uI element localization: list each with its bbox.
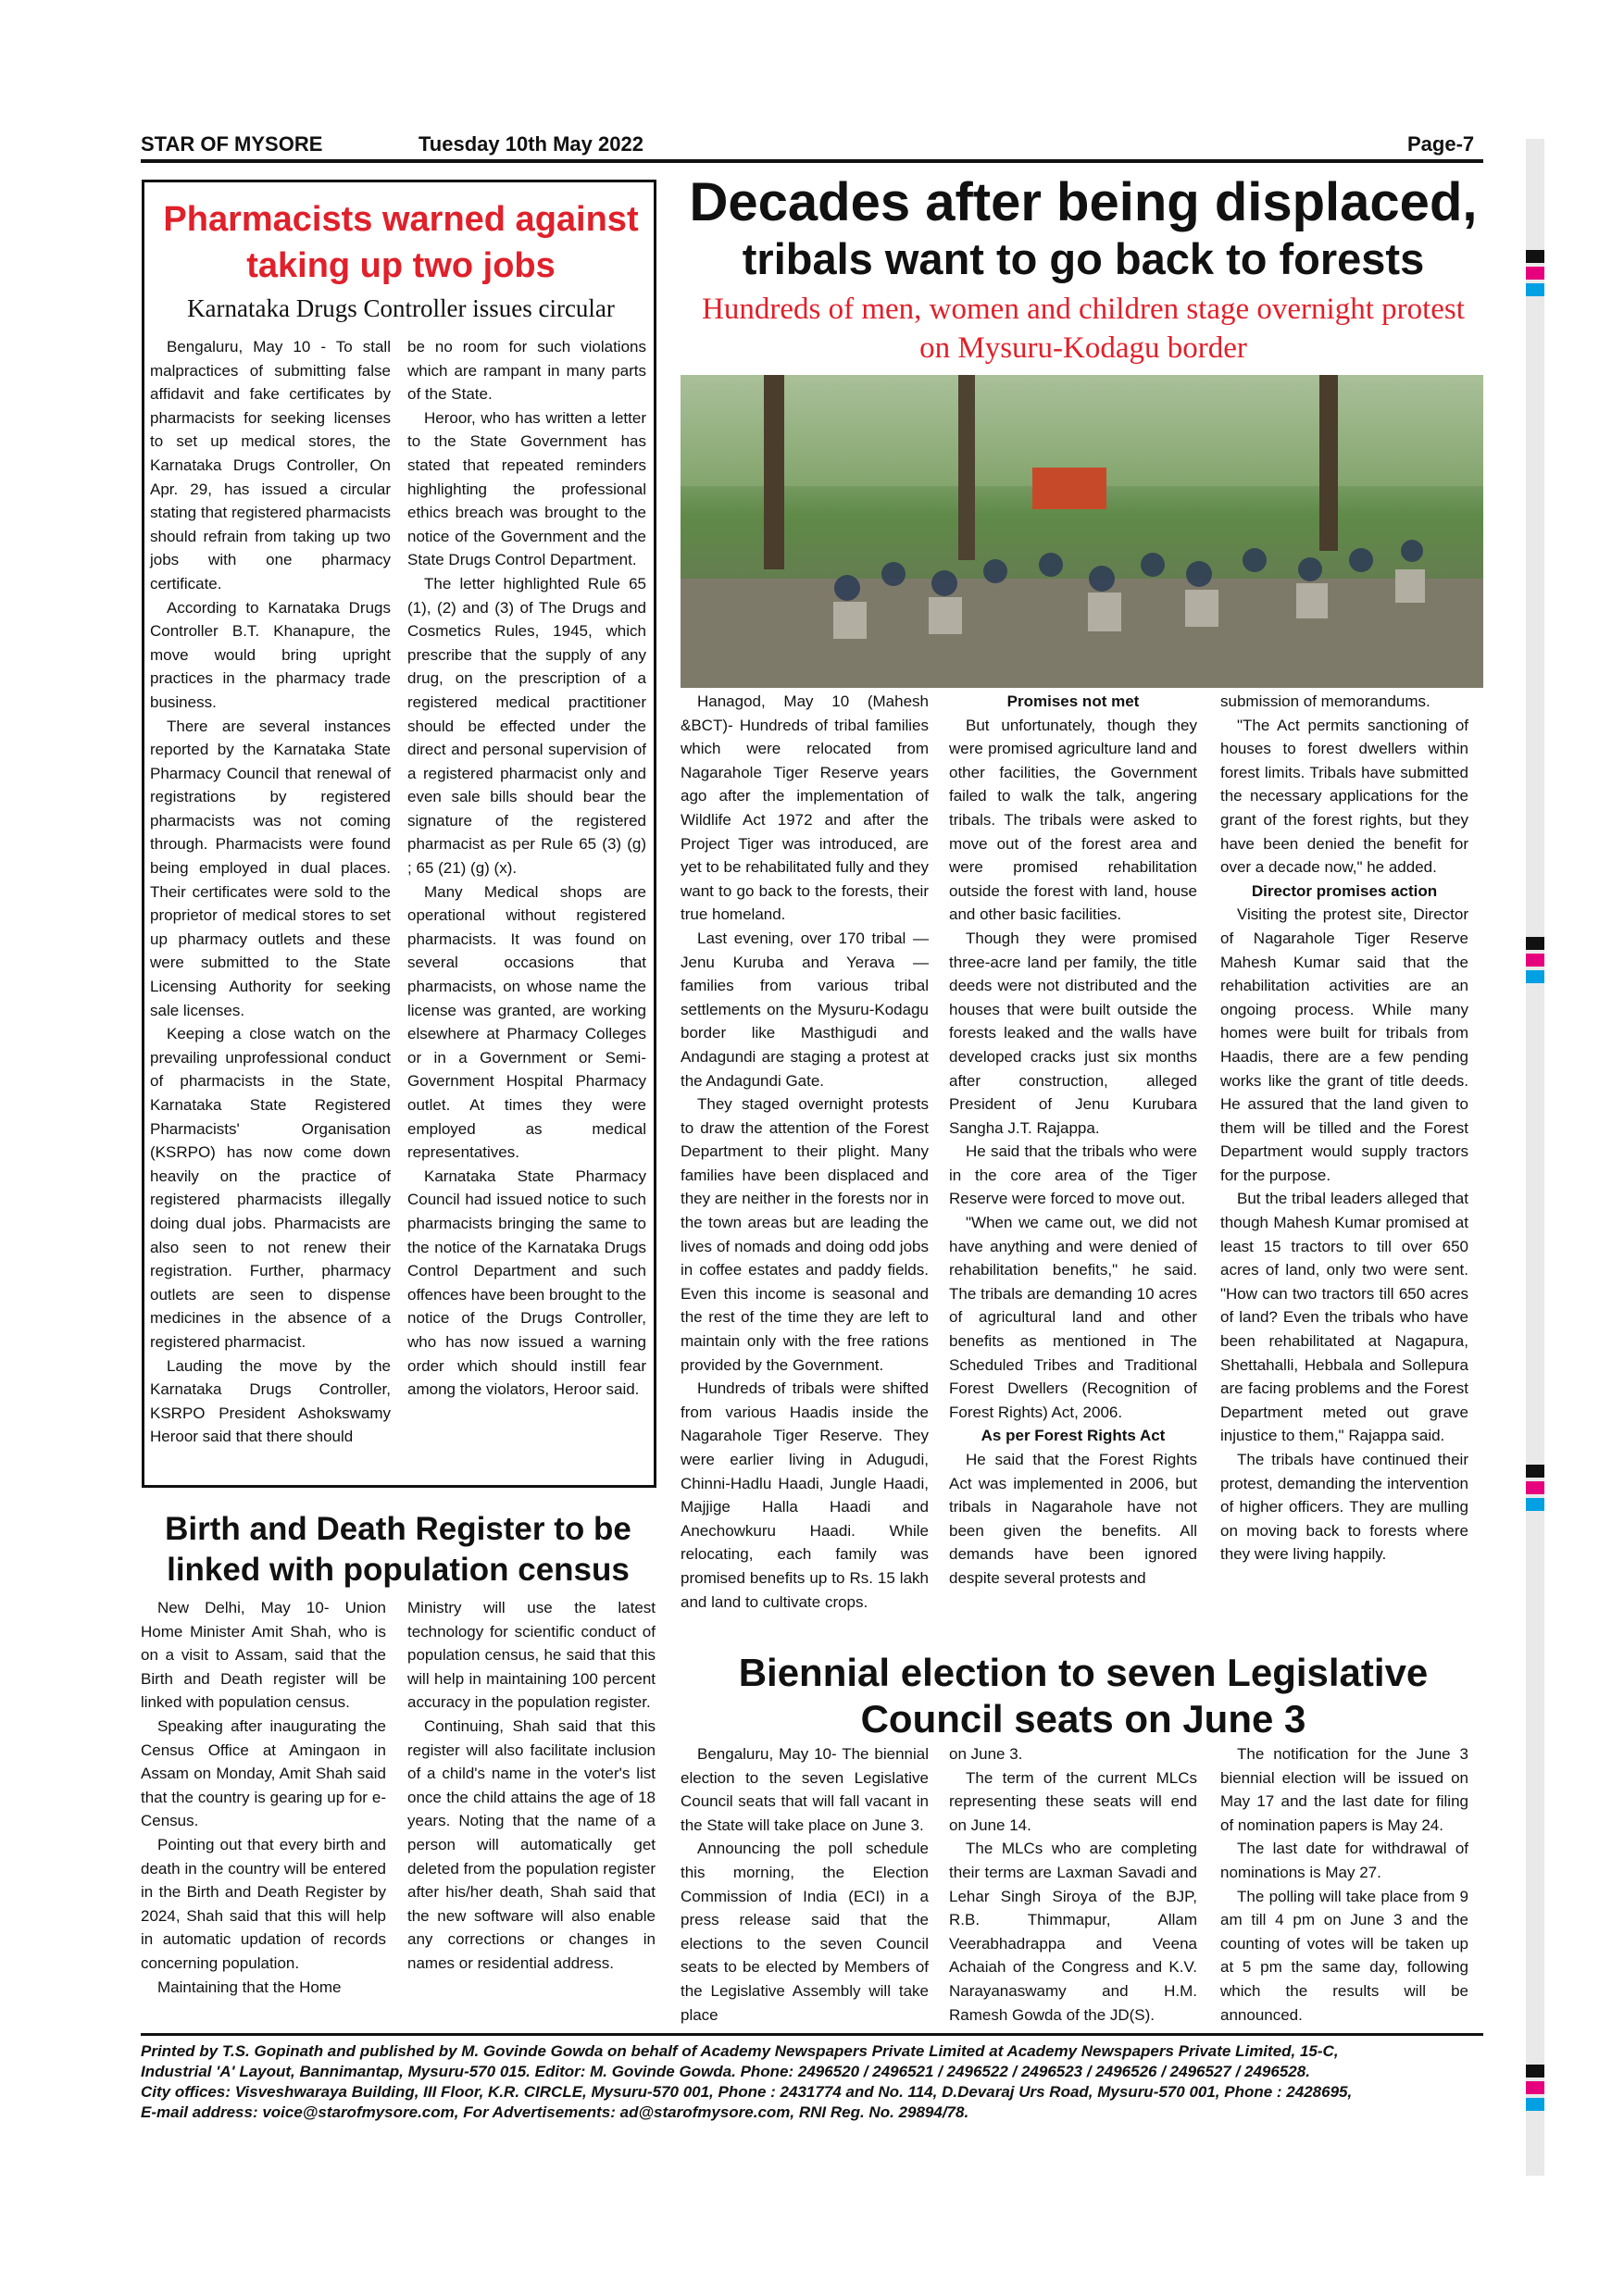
registration-mark-cyan xyxy=(1526,283,1544,296)
protest-photo xyxy=(681,375,1483,688)
tribals-column-3 xyxy=(1220,690,1468,1566)
census-paragraph: Maintaining that the Home xyxy=(157,1978,342,1996)
registration-mark-magenta xyxy=(1526,1481,1544,1494)
registration-mark-cyan xyxy=(1526,2098,1544,2111)
tribals-column-2 xyxy=(949,690,1197,1591)
census-paragraph: New Delhi, May 10- Union Home Minister Amit Shah, who is on a visit to Assam, said that the Birth and Death register will be linked with population census. xyxy=(141,1599,386,1712)
tribals-paragraph: Visiting the protest site, Director of Nagarahole Tiger Reserve Mahesh Kumar said that the rehabilitation activities are an ongoing process. While many homes were built for tribals from Haadis, there are a few pending works like the grant of title deeds. He assured that the land given to them will be tilled and the Forest Department would supply tractors for the purpose. xyxy=(1220,905,1468,1184)
registration-mark-cyan xyxy=(1526,1498,1544,1511)
election-paragraph: The polling will take place from 9 am till 4 pm on June 3 and the counting of votes will be taken up at 5 pm the same day, following which the results will be announced. xyxy=(1220,1887,1468,2024)
census-headline-line1: Birth and Death Register to be xyxy=(165,1511,631,1547)
tribals-paragraph: He said that the Forest Rights Act was implemented in 2006, but tribals in Nagarahole have not been given the benefits. All demands have been ignored despite several protests and xyxy=(949,1451,1197,1587)
election-paragraph: The notification for the June 3 biennial election will be issued on May 17 and the last date for filing of nomination papers is May 24. xyxy=(1220,1745,1468,1834)
tribals-paragraph: Hanagod, May 10 (Mahesh &BCT)- Hundreds of tribal families which were relocated from Nagarahole Tiger Reserve years ago after the implementation of Wildlife Act 1972 and after the Project Tiger was introduced, are yet to be rehabilitated fully and they want to go back to the forests, their true homeland. xyxy=(681,693,929,924)
pharma-paragraph: Heroor, who has written a letter to the State Government has stated that repeated reminders highlighting the professional ethics breach was brought to the notice of the Government and the State Drugs Control Department. xyxy=(407,408,646,569)
registration-mark-black xyxy=(1526,250,1544,263)
election-column-3 xyxy=(1220,1742,1468,2027)
tribals-paragraph: The tribals have continued their protest, demanding the intervention of higher officers. They are mulling on moving back to forests where they were living happily. xyxy=(1220,1451,1468,1564)
registration-mark-cyan xyxy=(1526,970,1544,983)
footer-rule xyxy=(141,2033,1483,2036)
election-headline-line1: Biennial election to seven Legislative xyxy=(738,1651,1429,1694)
tribals-subheading: As per Forest Rights Act xyxy=(981,1427,1166,1445)
registration-mark-black xyxy=(1526,937,1544,950)
census-paragraph: Continuing, Shah said that this register will also facilitate inclusion of a child's name in the voter's list once the child attains the age of 18 years. Noting that the name of a person will automatically get deleted from the population register after his/her death, Shah said that the new software will also enable any corrections or changes in names or residential address. xyxy=(407,1716,656,1972)
tribals-paragraph: Though they were promised three-acre land per family, the title deeds were not distributed and the houses that were built outside the forests leaked and the walls have developed cracks just six months after construction, alleged President of Jenu Kurubara Sangha J.T. Rajappa. xyxy=(949,929,1197,1137)
tribals-paragraph: Last evening, over 170 tribal — Jenu Kuruba and Yerava — families from various tribal settlements on the Mysuru-Kodagu border like Masthigudi and Andagundi are staging a protest at the Andagundi Gate. xyxy=(681,929,929,1090)
tribals-paragraph: He said that the tribals who were in the core area of the Tiger Reserve were forced to move out. xyxy=(949,1142,1197,1208)
registration-mark-black xyxy=(1526,2065,1544,2078)
election-paragraph: on June 3. xyxy=(949,1745,1023,1763)
census-headline-line2: linked with population census xyxy=(167,1552,630,1588)
election-paragraph: Announcing the poll schedule this morning, the Election Commission of India (ECI) in a press release said that the elections to the seven Council seats to be elected by Members of the Legislative Assembly will take place xyxy=(681,1840,929,2024)
tribals-paragraph: submission of memorandums. xyxy=(1220,693,1430,710)
pharma-paragraph: be no room for such violations which are rampant in many parts of the State. xyxy=(407,338,646,404)
tribals-subheading: Director promises action xyxy=(1251,881,1438,900)
tribals-headline-line2: tribals want to go back to forests xyxy=(742,234,1425,283)
pharma-paragraph: According to Karnataka Drugs Controller B.T. Khanapure, the move would bring upright practices in the pharmacy trade business. xyxy=(150,598,391,711)
paper-name: STAR OF MYSORE xyxy=(141,132,323,156)
census-paragraph: Ministry will use the latest technology for scientific conduct of population census, he said that this will help in maintaining 100 percent accuracy in the population register. xyxy=(407,1599,656,1712)
election-paragraph: The last date for withdrawal of nominations is May 27. xyxy=(1220,1840,1468,1881)
census-paragraph: Pointing out that every birth and death in the country will be entered in the Birth and Death Register by 2024, Shah said that this will help in automatic updation of records concerning population. xyxy=(141,1835,386,1972)
imprint-line: E-mail address: voice@starofmysore.com, For Advertisements: ad@starofmysore.com, RNI Reg. No. 29894/78. xyxy=(141,2103,969,2121)
tribals-paragraph: They staged overnight protests to draw the attention of the Forest Department to their plight. Many families have been displaced and they are neither in the forests nor in the town areas but are leading the lives of nomads and doing odd jobs in coffee estates and paddy fields. Even this income is seasonal and the rest of the time they are left to maintain only with the free rations provided by the Government. xyxy=(681,1095,929,1374)
page-number: Page-7 xyxy=(1407,132,1475,156)
pharma-paragraph: Bengaluru, May 10 - To stall malpractices of submitting false affidavit and fake certificates by pharmacists for seeking licenses to set up medical stores, the Karnataka Drugs Controller, On Apr. 29, has issued a circular stating that registered pharmacists should refrain from taking up two jobs with one pharmacy certificate. xyxy=(150,338,391,593)
election-headline-line2: Council seats on June 3 xyxy=(860,1697,1306,1741)
pharma-column-1 xyxy=(150,335,391,1449)
pharma-paragraph: Many Medical shops are operational without registered pharmacists. It was found on several occasions that pharmacists, on whose name the license was granted, are working elsewhere at Pharmacy Colleges or in a Government or Semi-Government Hospital Pharmacy outlet. At times they were employed as medical representatives. xyxy=(407,882,646,1162)
election-paragraph: The MLCs who are completing their terms are Laxman Savadi and Lehar Singh Siroya of the BJP, R.B. Thimmapur, Allam Veerabhadrappa and Veena Achaiah of the Congress and K.V. Narayanaswamy and H.M. Ramesh Gowda of the JD(S). xyxy=(949,1840,1197,2024)
pharma-paragraph: Lauding the move by the Karnataka Drugs Controller, KSRPO President Ashokswamy Heroor said that there should xyxy=(150,1356,391,1446)
imprint-line: Printed by T.S. Gopinath and published by M. Govinde Gowda on behalf of Academy Newspapers Private Limited at Academy Newspapers Private Limited, 15-C, xyxy=(141,2042,1339,2060)
tribals-paragraph: But unfortunately, though they were promised agriculture land and other facilities, the Government failed to walk the talk, angering tribals. The tribals were asked to move out of the forest area and were promised rehabilitation outside the forest with land, house and other basic facilities. xyxy=(949,716,1197,924)
issue-date: Tuesday 10th May 2022 xyxy=(418,132,643,156)
census-paragraph: Speaking after inaugurating the Census Office at Amingaon in Assam on Monday, Amit Shah said that the country is gearing up for e-Census. xyxy=(141,1716,386,1830)
election-paragraph: Bengaluru, May 10- The biennial election to the seven Legislative Council seats that will fall vacant in the State will take place on June 3. xyxy=(681,1745,929,1834)
census-column-1 xyxy=(141,1596,386,1999)
imprint-line: Industrial 'A' Layout, Bannimantap, Mysuru-570 015. Editor: M. Govinde Gowda. Phone: 2496520 / 2496521 / 2496522 / 2496523 / 2496526 / 2496527 / 2496528. xyxy=(141,2063,1310,2080)
tribals-headline-line1: Decades after being displaced, xyxy=(689,172,1478,232)
pharma-column-2 xyxy=(407,335,646,1402)
census-column-2 xyxy=(407,1596,656,1976)
registration-mark-black xyxy=(1526,1465,1544,1478)
tribals-paragraph: "When we came out, we did not have anything and were denied of rehabilitation benefits," he said. The tribals are demanding 10 acres of agricultural land and other benefits as mentioned in The Scheduled Tribes and Traditional Forest Dwellers (Recognition of Forest Rights) Act, 2006. xyxy=(949,1214,1197,1421)
tribals-subhead: Hundreds of men, women and children stage overnight protest on Mysuru-Kodagu border xyxy=(702,293,1465,365)
pharma-subhead: Karnataka Drugs Controller issues circular xyxy=(187,294,615,322)
pharma-paragraph: The letter highlighted Rule 65 (1), (2) and (3) of The Drugs and Cosmetics Rules, 1945, which prescribe that the supply of any drug, on the prescription of a registered medical practitioner should be effected under the direct and personal supervision of a registered pharmacist only and even sale bills should bear the signature of the registered pharmacist as per Rule 65 (3) (g) ; 65 (21) (g) (x). xyxy=(407,574,646,878)
registration-strip xyxy=(1526,139,1544,2176)
masthead-rule xyxy=(141,159,1483,163)
election-column-1 xyxy=(681,1742,929,2027)
tribals-column-1 xyxy=(681,690,929,1614)
tribals-paragraph: Hundreds of tribals were shifted from various Haadis inside the Nagarahole Tiger Reserve. They were earlier living in Adugudi, Chinni-Hadlu Haadi, Jungle Haadi, Majjige Halla Haadi and Anechowkuru Haadi. While relocating, each family was promised benefits up to Rs. 15 lakh and land to cultivate crops. xyxy=(681,1379,929,1611)
registration-mark-magenta xyxy=(1526,267,1544,280)
tribals-paragraph: "The Act permits sanctioning of houses to forest dwellers within forest limits. Tribals have submitted the necessary applications for the grant of the forest rights, but they have been denied the benefit for over a decade now," he added. xyxy=(1220,716,1468,877)
election-column-2 xyxy=(949,1742,1197,2027)
tribals-paragraph: But the tribal leaders alleged that though Mahesh Kumar promised at least 15 tractors to till over 650 acres of land, only two were sent. "How can two tractors till 650 acres of land? Even the tribals who have been rehabilitated at Nagapura, Shettahalli, Hebbala and Sollepura are facing problems and the Forest Department meted out grave injustice to them," Rajappa said. xyxy=(1220,1190,1468,1445)
imprint-line: City offices: Visveshwaraya Building, III Floor, K.R. CIRCLE, Mysuru-570 001, Phone : 2431774 and No. 114, D.Devaraj Urs Road, Mysuru-570 001, Phone : 2428695, xyxy=(141,2083,1353,2101)
registration-mark-magenta xyxy=(1526,954,1544,967)
imprint xyxy=(141,2041,1483,2123)
pharma-paragraph: Keeping a close watch on the prevailing unprofessional conduct of pharmacists in the State, Karnataka State Registered Pharmacists' Organisation (KSRPO) has now come down heavily on the practice of registered pharmacists illegally doing dual jobs. Pharmacists are also seen to not renew their registration. Further, pharmacy outlets are seen to dispense medicines in the absence of a registered pharmacist. xyxy=(150,1025,391,1351)
election-paragraph: The term of the current MLCs representing these seats will end on June 14. xyxy=(949,1768,1197,1834)
registration-mark-magenta xyxy=(1526,2081,1544,2094)
pharma-paragraph: Karnataka State Pharmacy Council had issued notice to such pharmacists bringing the same to the notice of the Karnataka Drugs Control Department and such offences have been brought to the notice of the Drugs Controller, who has now issued a warning order which should instill fear among the violators, Heroor said. xyxy=(407,1167,646,1399)
pharma-paragraph: There are several instances reported by the Karnataka State Pharmacy Council that renewal of registrations by registered pharmacists was not coming through. Pharmacists were found being employed in dual places. Their certificates were sold to the proprietor of medical stores to set up pharmacy outlets and these were submitted to the State Licensing Authority for seeking sale licenses. xyxy=(150,717,391,1019)
pharma-headline: Pharmacists warned against taking up two jobs xyxy=(163,200,639,285)
tribals-subheading: Promises not met xyxy=(1006,693,1140,710)
